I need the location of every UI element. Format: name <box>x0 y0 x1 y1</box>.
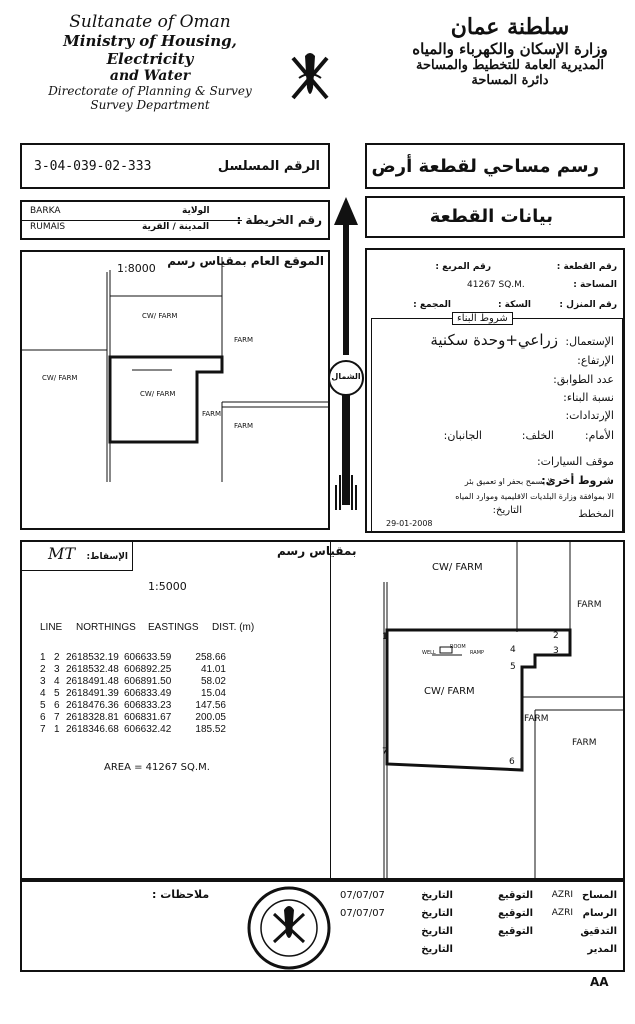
loc-label-farm-right: FARM <box>234 336 254 344</box>
other-line2: الا بموافقة وزارة البلديات الاقليمية وموارد المياه <box>455 492 614 501</box>
table-cell-d: 58.02 <box>200 676 226 687</box>
back-label: الخلف: <box>521 429 554 442</box>
vertex-2: 2 <box>553 631 559 641</box>
map-ref-box <box>20 200 330 240</box>
loc-label-farm-lower-right: FARM <box>234 422 254 430</box>
detail-map-drawing <box>332 542 625 878</box>
table-cell-from: 1 <box>40 652 46 663</box>
wilaya-label: الولاية <box>182 206 210 216</box>
table-cell-d: 200.05 <box>195 712 226 723</box>
table-cell-n: 2618328.81 <box>66 712 119 723</box>
vertex-5: 5 <box>510 662 516 672</box>
footer-date: 07/07/07 <box>340 908 385 919</box>
area-label: المساحة : <box>573 280 617 290</box>
city-label: المدينة / القرية <box>142 222 210 232</box>
serial-value: 3-04-039-02-333 <box>34 159 152 174</box>
detail-label-cw-farm-top: CW/ FARM <box>432 562 483 573</box>
coordinates-table <box>40 622 272 736</box>
detail-label-well: WELL <box>422 650 436 656</box>
detail-label-farm-right-mid: FARM <box>572 738 597 748</box>
detail-label-farm-mid: FARM <box>524 714 549 724</box>
vertex-7: 7 <box>382 747 388 757</box>
header-en <box>20 12 280 112</box>
plot-data-title-box <box>365 196 625 238</box>
table-cell-e: 606833.49 <box>124 688 172 699</box>
oman-emblem-icon <box>285 48 335 108</box>
footer-sign_label: التوقيع <box>498 926 533 937</box>
table-cell-n: 2618491.48 <box>66 676 119 687</box>
ratio-label: نسبة البناء: <box>563 391 614 404</box>
loc-label-cw-farm-top: CW/ FARM <box>142 312 178 320</box>
table-cell-e: 606892.25 <box>124 664 172 675</box>
parking-label: موقف السيارات: <box>536 455 614 468</box>
building-conditions-panel <box>371 313 623 532</box>
footer-name: AZRI <box>551 890 573 900</box>
header-en-line1: Sultanate of Oman <box>69 12 231 32</box>
col-northings-header: NORTHINGS <box>76 622 136 633</box>
header-en-line3: and Water <box>109 68 191 84</box>
footer-code: AA <box>590 975 609 989</box>
footer-role: التدقيق <box>580 926 617 937</box>
loc-label-cw-farm-plot: CW/ FARM <box>140 390 176 398</box>
plot-info-box <box>365 248 625 533</box>
table-cell-e: 606891.50 <box>124 676 172 687</box>
title-box <box>365 143 625 189</box>
table-cell-to: 2 <box>54 652 60 663</box>
projection-box <box>22 542 133 571</box>
coordinates-rows <box>40 652 272 736</box>
wilaya-value: BARKA <box>30 206 61 216</box>
detail-divider <box>330 542 331 878</box>
plot-no-label: رقم القطعة : <box>556 262 617 272</box>
footer-date_label: التاريخ <box>421 926 453 937</box>
footer-sign_label: التوقيع <box>498 908 533 919</box>
table-row <box>40 664 272 676</box>
date-value: 29-01-2008 <box>386 519 433 528</box>
location-scale: 1:8000 <box>117 262 156 275</box>
footer-box <box>20 880 625 972</box>
complex-label: المجمع : <box>413 300 451 310</box>
table-cell-from: 4 <box>40 688 46 699</box>
vertex-3: 3 <box>553 646 559 656</box>
table-cell-d: 258.66 <box>195 652 226 663</box>
square-no-label: رقم المربع : <box>435 262 491 272</box>
table-cell-to: 4 <box>54 676 60 687</box>
vertex-6: 6 <box>509 757 515 767</box>
table-cell-to: 7 <box>54 712 60 723</box>
col-eastings-header: EASTINGS <box>148 622 199 633</box>
table-cell-n: 2618346.68 <box>66 724 119 735</box>
footer-sign_label: التوقيع <box>498 890 533 901</box>
use-label: الإستعمال: <box>565 335 614 348</box>
other-label: شروط أخرى: <box>541 474 614 487</box>
table-cell-e: 606831.67 <box>124 712 172 723</box>
plot-data-title: بيانات القطعة <box>429 206 553 227</box>
use-value: زراعي+وحدة سكنية <box>430 331 558 349</box>
table-row <box>40 712 272 724</box>
table-row <box>40 676 272 688</box>
location-title: الموقع العام بمقياس رسم <box>167 254 324 268</box>
setbacks-label: الإرتدادات: <box>565 409 614 422</box>
col-line-header: LINE <box>40 622 63 633</box>
serial-box <box>20 143 330 189</box>
footer-role: المدير <box>587 944 617 955</box>
header-en-line5: Survey Department <box>90 98 210 112</box>
table-cell-n: 2618476.36 <box>66 700 119 711</box>
table-cell-d: 41.01 <box>200 664 226 675</box>
table-row <box>40 652 272 664</box>
footer-role: المساح <box>581 890 617 901</box>
header-ar-line2: وزارة الإسكان والكهرباء والمياه <box>412 40 608 58</box>
detail-scale: 1:5000 <box>148 580 187 593</box>
area-value: 41267 SQ.M. <box>467 280 525 290</box>
loc-label-cw-farm-left: CW/ FARM <box>42 374 78 382</box>
table-cell-e: 606633.59 <box>124 652 172 663</box>
table-cell-to: 6 <box>54 700 60 711</box>
footer-role: الرسام <box>582 908 617 919</box>
serial-label: الرقم المسلسل <box>217 159 320 174</box>
detail-label-room: ROOM <box>450 644 466 650</box>
house-no-label: رقم المنزل : <box>559 300 617 310</box>
table-row <box>40 724 272 736</box>
north-label: الشمال <box>331 372 361 381</box>
table-cell-to: 3 <box>54 664 60 675</box>
north-arrow-icon <box>328 195 364 525</box>
projection-label: الإسقاط: <box>86 552 128 562</box>
footer-date: 07/07/07 <box>340 890 385 901</box>
detail-label-ramp: RAMP <box>470 650 485 656</box>
city-value: RUMAIS <box>30 222 66 232</box>
other-line1: لا يسمح بحفر او تعميق بئر <box>464 477 552 486</box>
table-cell-from: 2 <box>40 664 46 675</box>
date-label: التاريخ: <box>492 505 522 516</box>
header-ar-line1: سلطنة عمان <box>450 14 570 40</box>
detail-label-farm-right-top: FARM <box>577 600 602 610</box>
table-cell-d: 15.04 <box>200 688 226 699</box>
table-cell-n: 2618491.39 <box>66 688 119 699</box>
area-text: AREA = 41267 SQ.M. <box>104 762 210 773</box>
table-row <box>40 688 272 700</box>
header-en-line2: Ministry of Housing, Electricity <box>63 32 237 68</box>
detail-title: بمقياس رسم <box>277 544 357 558</box>
front-label: الأمام: <box>584 429 614 442</box>
vertex-4: 4 <box>510 645 516 655</box>
header-ar <box>395 14 625 88</box>
height-label: الإرتفاع: <box>577 354 614 367</box>
loc-label-farm-plot-right: FARM <box>202 410 222 418</box>
table-cell-to: 5 <box>54 688 60 699</box>
footer-date_label: التاريخ <box>421 944 453 955</box>
vertex-1: 1 <box>382 632 388 642</box>
footer-name: AZRI <box>551 908 573 918</box>
footer-date_label: التاريخ <box>421 908 453 919</box>
detail-box <box>20 540 625 880</box>
sides-label: الجانبان: <box>443 429 482 442</box>
table-row <box>40 700 272 712</box>
map-ref-divider <box>22 220 242 221</box>
location-map-box <box>20 250 330 530</box>
table-cell-d: 147.56 <box>195 700 226 711</box>
footer-date_label: التاريخ <box>421 890 453 901</box>
table-cell-from: 6 <box>40 712 46 723</box>
table-cell-from: 3 <box>40 676 46 687</box>
col-dist-header: DIST. (m) <box>212 622 255 633</box>
projection-value: MT <box>48 544 76 563</box>
map-ref-label: رقم الخريطة : <box>236 213 322 227</box>
header-ar-line4: دائرة المساحة <box>471 73 549 88</box>
table-cell-n: 2618532.19 <box>66 652 119 663</box>
road-label: السكة : <box>497 300 531 310</box>
official-stamp-icon <box>244 884 334 972</box>
table-cell-to: 1 <box>54 724 60 735</box>
floors-label: عدد الطوابق: <box>553 373 614 386</box>
table-cell-n: 2618532.48 <box>66 664 119 675</box>
table-cell-e: 606632.42 <box>124 724 172 735</box>
coordinates-header <box>40 622 272 634</box>
detail-label-cw-farm-mid: CW/ FARM <box>424 686 475 697</box>
building-conditions-title: شروط البناء <box>452 312 513 325</box>
table-cell-from: 7 <box>40 724 46 735</box>
planner-label: المخطط <box>578 509 614 520</box>
header-en-line4: Directorate of Planning & Survey <box>48 84 252 98</box>
doc-title: رسم مساحي لقطعة أرض <box>371 156 599 177</box>
notes-label: ملاحظات : <box>152 888 210 901</box>
header-ar-line3: المديرية العامة للتخطيط والمساحة <box>415 58 605 73</box>
table-cell-from: 5 <box>40 700 46 711</box>
table-cell-d: 185.52 <box>195 724 226 735</box>
table-cell-e: 606833.23 <box>124 700 172 711</box>
